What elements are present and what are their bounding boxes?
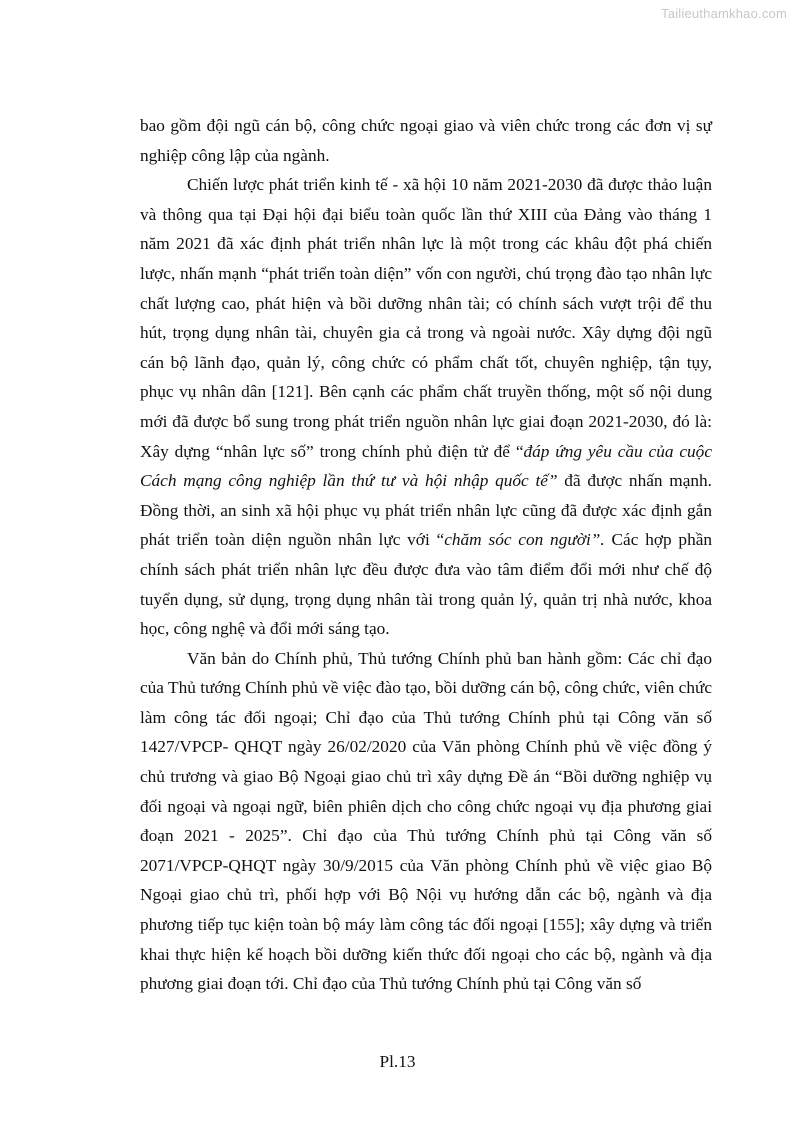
paragraph-government-documents: Văn bản do Chính phủ, Thủ tướng Chính phủ ban hành gồm: Các chỉ đạo của Thủ tướng Chính phủ về việc đào tạo, bồi dưỡng cán bộ, công chức, viên chức làm công tác đối ngoại; Chỉ đạo của Thủ tướng Chính phủ tại Công văn số 1427/VPCP- QHQT ngày 26/02/2020 của Văn phòng Chính phủ về việc đồng ý chủ trương và giao Bộ Ngoại giao chủ trì xây dựng Đề án “Bồi dưỡng nghiệp vụ đối ngoại và ngoại ngữ, biên phiên dịch cho công chức ngoại vụ địa phương giai đoạn 2021 - 2025”. Chỉ đạo của Thủ tướng Chính phủ tại Công văn số 2071/VPCP-QHQT ngày 30/9/2015 của Văn phòng Chính phủ về việc giao Bộ Ngoại giao chủ trì, phối hợp với Bộ Nội vụ hướng dẫn các bộ, ngành và địa phương tiếp tục kiện toàn bộ máy làm công tác đối ngoại [155]; xây dựng và triển khai thực hiện kế hoạch bồi dưỡng kiến thức đối ngoại cho các bộ, ngành và địa phương giai đoạn tới. Chỉ đạo của Thủ tướng Chính phủ tại Công văn số: [140, 648, 712, 994]
paragraph-strategy-text-3: Các hợp phần chính sách phát triển nhân lực đều được đưa vào tâm điểm đổi mới như chế độ tuyển dụng, sử dụng, trọng dụng nhân tài trong quản lý, quản trị nhà nước, khoa học, công nghệ và đổi mới sáng tạo.: [140, 530, 713, 639]
paragraph-continuation: bao gồm đội ngũ cán bộ, công chức ngoại giao và viên chức trong các đơn vị sự nghiệp công lập của ngành.: [140, 116, 712, 165]
watermark-text: Tailieuthamkhao.com: [661, 6, 787, 21]
document-body: [140, 111, 712, 999]
paragraph-strategy-text-2: đã được nhấn mạnh. Đồng thời, an sinh xã hội phục vụ phát triển nhân lực cũng đã được xác định gắn phát triển toàn diện nguồn nhân lực với “: [140, 471, 712, 550]
italic-quote-human-care: chăm sóc con người”.: [444, 530, 605, 550]
italic-quote-industrial-revolution: đáp ứng yêu cầu của cuộc Cách mạng công nghiệp lần thứ tư và hội nhập quốc tế”: [140, 441, 712, 491]
paragraph-strategy: [140, 170, 712, 644]
paragraph-strategy-text-1: Chiến lược phát triển kinh tế - xã hội 10 năm 2021-2030 đã được thảo luận và thông qua tại Đại hội đại biểu toàn quốc lần thứ XIII của Đảng vào tháng 1 năm 2021 đã xác định phát triển nhân lực là một trong các khâu đột phá chiến lược, nhấn mạnh “phát triển toàn diện” vốn con người, chú trọng đào tạo nhân lực chất lượng cao, phát hiện và bồi dưỡng nhân tài; có chính sách vượt trội để thu hút, trọng dụng nhân tài, chuyên gia cả trong và ngoài nước. Xây dựng đội ngũ cán bộ lãnh đạo, quản lý, công chức có phẩm chất tốt, chuyên nghiệp, tận tụy, phục vụ nhân dân [121]. Bên cạnh các phẩm chất truyền thống, một số nội dung mới đã được bổ sung trong phát triển nguồn nhân lực giai đoạn 2021-2030, đó là: Xây dựng “nhân lực số” trong chính phủ điện tử để “: [140, 175, 712, 461]
page-number: Pl.13: [379, 1052, 416, 1071]
